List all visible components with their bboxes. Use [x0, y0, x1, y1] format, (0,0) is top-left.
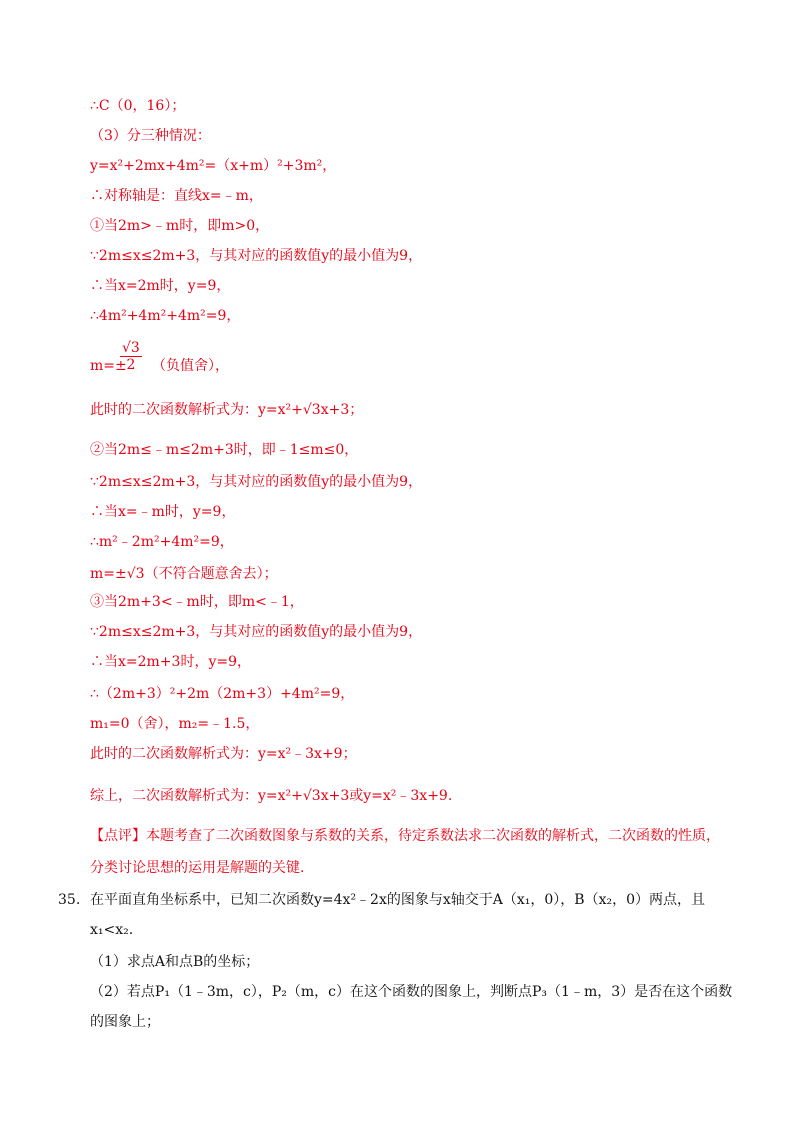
- question-part-1: （1）求点A和点B的坐标；: [90, 954, 260, 970]
- solution-line: ②当2m≤﹣m≤2m+3时，即﹣1≤m≤0，: [90, 442, 359, 458]
- solution-line: ∴C（0，16）；: [90, 98, 186, 114]
- fraction-denominator: 2: [126, 357, 136, 373]
- question-number: 35.: [58, 892, 81, 908]
- question-part-2: （2）若点P₁（1﹣3m，c），P₂（m，c）在这个函数的图象上，判断点P₃（1﹣m，3）是否在这个函数: [90, 984, 733, 1000]
- solution-line: m=±: [90, 358, 127, 374]
- fraction-numerator: √3: [122, 340, 140, 356]
- solution-line: ∴（2m+3）²+2m（2m+3）+4m²=9，: [90, 686, 355, 702]
- solution-line: 综上，二次函数解析式为：y=x²+√3x+3或y=x²﹣3x+9.: [90, 788, 453, 804]
- comment-line: 分类讨论思想的运用是解题的关键.: [90, 860, 305, 876]
- solution-line: m₁=0（舍），m₂=﹣1.5，: [90, 716, 260, 732]
- sqrt3-over-2-fraction: [120, 340, 142, 373]
- solution-line: ∴当x=2m+3时，y=9，: [90, 654, 251, 670]
- solution-line: m=±√3（不符合题意舍去）；: [90, 566, 278, 582]
- solution-line: （负值舍），: [152, 358, 229, 374]
- solution-line: 此时的二次函数解析式为：y=x²+√3x+3；: [90, 402, 364, 418]
- comment-line: 【点评】本题考查了二次函数图象与系数的关系，待定系数法求二次函数的解析式，二次函数的性质，: [90, 828, 720, 844]
- solution-line: ∴4m²+4m²+4m²=9，: [90, 308, 241, 324]
- question-text: 在平面直角坐标系中，已知二次函数y=4x²﹣2x的图象与x轴交于A（x₁，0），B（x₂，0）两点，且: [90, 892, 705, 908]
- solution-line: ∴当x=2m时，y=9，: [90, 278, 231, 294]
- solution-line: ∵2m≤x≤2m+3，与其对应的函数值y的最小值为9，: [90, 474, 423, 490]
- question-part-2-cont: 的图象上；: [90, 1014, 160, 1030]
- question-text: x₁<x₂.: [90, 922, 134, 938]
- solution-line: y=x²+2mx+4m²=（x+m）²+3m²，: [90, 158, 337, 174]
- solution-line: ∴m²﹣2m²+4m²=9，: [90, 534, 234, 550]
- solution-line: ∵2m≤x≤2m+3，与其对应的函数值y的最小值为9，: [90, 624, 423, 640]
- solution-line: ∴对称轴是：直线x=﹣m，: [90, 188, 263, 204]
- solution-line: 此时的二次函数解析式为：y=x²﹣3x+9；: [90, 746, 357, 762]
- solution-line: ∴当x=﹣m时，y=9，: [90, 504, 236, 520]
- solution-line: （3）分三种情况：: [90, 128, 211, 144]
- solution-line: ③当2m+3<﹣m时，即m<﹣1，: [90, 594, 304, 610]
- solution-line: ∵2m≤x≤2m+3，与其对应的函数值y的最小值为9，: [90, 248, 423, 264]
- solution-line: ①当2m>﹣m时，即m>0，: [90, 218, 270, 234]
